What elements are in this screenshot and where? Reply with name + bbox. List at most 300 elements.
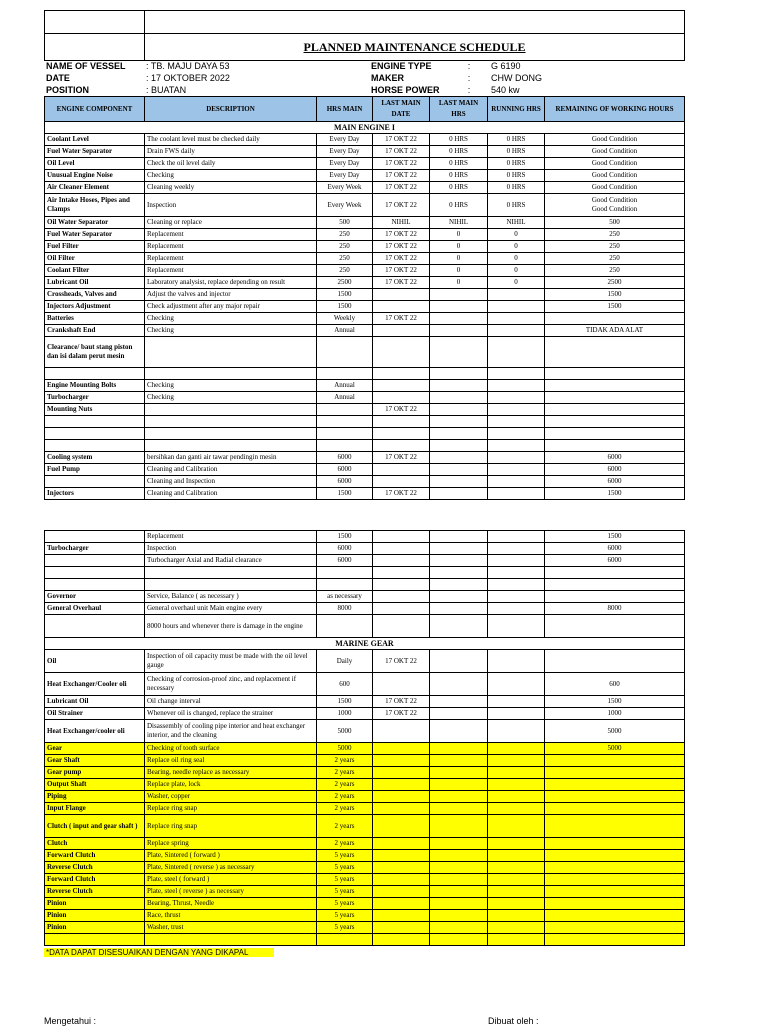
section-heading: MARINE GEAR <box>45 638 685 650</box>
remaining-cell: 250 <box>545 229 685 241</box>
last-hrs-cell <box>430 779 488 791</box>
component-cell: Injectors <box>45 488 145 500</box>
last-date-cell: 17 OKT 22 <box>373 650 430 673</box>
component-cell: Oil <box>45 650 145 673</box>
hrs-main-cell: 5000 <box>317 743 373 755</box>
table-row <box>45 779 685 791</box>
component-cell: Input Flange <box>45 803 145 815</box>
component-cell: Injectors Adjustment <box>45 301 145 313</box>
running-hrs-cell <box>488 325 545 337</box>
table-row <box>45 452 685 464</box>
running-hrs-cell: 0 <box>488 241 545 253</box>
running-hrs-cell <box>488 464 545 476</box>
component-cell: Oil Strainer <box>45 708 145 720</box>
remaining-cell: Good Condition <box>545 146 685 158</box>
running-hrs-cell <box>488 337 545 368</box>
last-hrs-cell <box>430 476 488 488</box>
remaining-cell <box>545 380 685 392</box>
hrs-main-cell: 2 years <box>317 838 373 850</box>
last-date-cell: 17 OKT 22 <box>373 241 430 253</box>
last-date-cell: 17 OKT 22 <box>373 696 430 708</box>
last-date-cell <box>373 673 430 696</box>
running-hrs-cell <box>488 696 545 708</box>
last-date-cell <box>373 615 430 638</box>
table-row <box>45 708 685 720</box>
description-cell: Washer, trust <box>145 922 317 934</box>
description-cell: Adjust the valves and injector <box>145 289 317 301</box>
last-hrs-cell <box>430 337 488 368</box>
running-hrs-cell <box>488 392 545 404</box>
hrs-main-cell: 250 <box>317 253 373 265</box>
hp-value: 540 kw <box>491 85 520 95</box>
remaining-cell: 1000 <box>545 708 685 720</box>
remaining-cell <box>545 910 685 922</box>
column-header: DESCRIPTION <box>145 97 317 122</box>
description-cell: Bearing, needle replace as necessary <box>145 767 317 779</box>
remaining-cell: 6000 <box>545 476 685 488</box>
remaining-cell: 6000 <box>545 555 685 567</box>
description-cell: Replace plate, lock <box>145 779 317 791</box>
component-cell: Lubricant Oil <box>45 277 145 289</box>
running-hrs-cell <box>488 743 545 755</box>
last-hrs-cell <box>430 673 488 696</box>
running-hrs-cell <box>488 850 545 862</box>
component-cell <box>45 615 145 638</box>
remaining-cell: 6000 <box>545 452 685 464</box>
component-cell: Clutch <box>45 838 145 850</box>
last-hrs-cell <box>430 464 488 476</box>
table-row <box>45 743 685 755</box>
description-cell: Oil change interval <box>145 696 317 708</box>
table-row <box>45 158 685 170</box>
component-cell: Fuel Water Separator <box>45 229 145 241</box>
component-cell <box>45 555 145 567</box>
hrs-main-cell: 250 <box>317 265 373 277</box>
last-date-cell: NIHIL <box>373 217 430 229</box>
remaining-cell: 600 <box>545 673 685 696</box>
running-hrs-cell <box>488 673 545 696</box>
hrs-main-cell: 5000 <box>317 720 373 743</box>
hrs-main-cell: Weekly <box>317 313 373 325</box>
remaining-cell <box>545 650 685 673</box>
running-hrs-cell: 0 <box>488 265 545 277</box>
last-date-cell: 17 OKT 22 <box>373 404 430 416</box>
hrs-main-cell: 600 <box>317 673 373 696</box>
last-hrs-cell <box>430 696 488 708</box>
table-row <box>45 476 685 488</box>
remaining-cell <box>545 922 685 934</box>
remaining-cell: 1500 <box>545 696 685 708</box>
remaining-cell <box>545 337 685 368</box>
last-hrs-cell <box>430 850 488 862</box>
last-hrs-cell: 0 HRS <box>430 158 488 170</box>
last-hrs-cell <box>430 301 488 313</box>
hrs-main-cell: 2 years <box>317 755 373 767</box>
table-row <box>45 673 685 696</box>
hrs-main-cell: Every Week <box>317 194 373 217</box>
position-value: : BUATAN <box>146 85 187 95</box>
remaining-cell: 6000 <box>545 543 685 555</box>
hrs-main-cell: 2 years <box>317 803 373 815</box>
running-hrs-cell <box>488 886 545 898</box>
engine-type-label: ENGINE TYPE <box>371 61 432 71</box>
description-cell: Inspection <box>145 543 317 555</box>
table-row <box>45 170 685 182</box>
remaining-cell <box>545 767 685 779</box>
last-date-cell <box>373 886 430 898</box>
hrs-main-cell: Every Week <box>317 182 373 194</box>
description-cell: Replace ring snap <box>145 815 317 838</box>
remaining-cell: 1500 <box>545 531 685 543</box>
section-heading: MAIN ENGINE I <box>45 122 685 134</box>
description-cell: Replacement <box>145 229 317 241</box>
last-hrs-cell <box>430 791 488 803</box>
last-date-cell <box>373 838 430 850</box>
description-cell: Cleaning and Calibration <box>145 488 317 500</box>
remaining-cell <box>545 779 685 791</box>
table-row <box>45 615 685 638</box>
table-row <box>45 217 685 229</box>
description-cell: Replace oil ring seal <box>145 755 317 767</box>
last-hrs-cell <box>430 910 488 922</box>
remaining-cell: Good Condition <box>545 170 685 182</box>
remaining-cell <box>545 615 685 638</box>
description-cell: Checking <box>145 170 317 182</box>
column-header: LAST MAIN HRS <box>430 97 488 122</box>
running-hrs-cell <box>488 488 545 500</box>
component-cell: Gear Shaft <box>45 755 145 767</box>
date-value: : 17 OKTOBER 2022 <box>146 73 230 83</box>
last-date-cell: 17 OKT 22 <box>373 146 430 158</box>
description-cell: Cleaning weekly <box>145 182 317 194</box>
last-date-cell <box>373 779 430 791</box>
hrs-main-cell: 250 <box>317 229 373 241</box>
table-row <box>45 815 685 838</box>
hrs-main-cell: 6000 <box>317 476 373 488</box>
remaining-cell <box>545 791 685 803</box>
description-cell: Replace ring snap <box>145 803 317 815</box>
remaining-cell <box>545 838 685 850</box>
hrs-main-cell: Every Day <box>317 158 373 170</box>
description-cell: Laboratory analysist, replace depending on result <box>145 277 317 289</box>
last-hrs-cell <box>430 404 488 416</box>
last-hrs-cell: 0 HRS <box>430 182 488 194</box>
last-date-cell <box>373 898 430 910</box>
table-row <box>45 838 685 850</box>
last-date-cell <box>373 325 430 337</box>
last-date-cell: 17 OKT 22 <box>373 182 430 194</box>
component-cell: Coolant Filter <box>45 265 145 277</box>
last-hrs-cell <box>430 325 488 337</box>
table-row <box>45 874 685 886</box>
hrs-main-cell: Every Day <box>317 170 373 182</box>
component-cell: Turbocharger <box>45 392 145 404</box>
description-cell: Replacement <box>145 253 317 265</box>
vessel-name-label: NAME OF VESSEL <box>46 61 126 71</box>
last-hrs-cell: 0 HRS <box>430 146 488 158</box>
running-hrs-cell <box>488 898 545 910</box>
running-hrs-cell <box>488 555 545 567</box>
last-hrs-cell: 0 HRS <box>430 170 488 182</box>
description-cell: 8000 hours and whenever there is damage in the engine <box>145 615 317 638</box>
description-cell: Inspection of oil capacity must be made with the oil level gauge <box>145 650 317 673</box>
table-row <box>45 650 685 673</box>
last-hrs-cell: 0 <box>430 241 488 253</box>
hrs-main-cell: 5 years <box>317 898 373 910</box>
last-date-cell <box>373 815 430 838</box>
last-date-cell <box>373 591 430 603</box>
hrs-main-cell: as necessary <box>317 591 373 603</box>
table-row <box>45 922 685 934</box>
last-hrs-cell: 0 <box>430 277 488 289</box>
component-cell: Fuel Water Separator <box>45 146 145 158</box>
description-cell: General overhaul unit Main engine every <box>145 603 317 615</box>
component-cell: Batteries <box>45 313 145 325</box>
remaining-cell: 8000 <box>545 603 685 615</box>
last-hrs-cell <box>430 838 488 850</box>
running-hrs-cell: 0 HRS <box>488 194 545 217</box>
running-hrs-cell <box>488 380 545 392</box>
hrs-main-cell: 250 <box>317 241 373 253</box>
description-cell: Check the oil level daily <box>145 158 317 170</box>
last-date-cell <box>373 301 430 313</box>
last-date-cell: 17 OKT 22 <box>373 134 430 146</box>
table-header-row <box>45 97 685 122</box>
hrs-main-cell: 5 years <box>317 910 373 922</box>
table-row <box>45 380 685 392</box>
last-date-cell <box>373 850 430 862</box>
hrs-main-cell: Daily <box>317 650 373 673</box>
last-date-cell <box>373 392 430 404</box>
last-hrs-cell <box>430 488 488 500</box>
last-date-cell <box>373 743 430 755</box>
hrs-main-cell: 1500 <box>317 488 373 500</box>
table-row <box>45 253 685 265</box>
hrs-main-cell: 5 years <box>317 862 373 874</box>
hrs-main-cell: 2 years <box>317 779 373 791</box>
remaining-cell: 5000 <box>545 743 685 755</box>
last-hrs-cell <box>430 720 488 743</box>
remaining-cell <box>545 404 685 416</box>
running-hrs-cell: 0 HRS <box>488 182 545 194</box>
last-date-cell <box>373 862 430 874</box>
table-row <box>45 194 685 217</box>
component-cell: Pinion <box>45 910 145 922</box>
description-cell: Race, thrust <box>145 910 317 922</box>
remaining-cell: 2500 <box>545 277 685 289</box>
running-hrs-cell <box>488 531 545 543</box>
last-date-cell <box>373 543 430 555</box>
component-cell: Oil Filter <box>45 253 145 265</box>
last-hrs-cell <box>430 313 488 325</box>
component-cell: Unusual Engine Noise <box>45 170 145 182</box>
running-hrs-cell <box>488 803 545 815</box>
remaining-cell: 250 <box>545 241 685 253</box>
last-date-cell: 17 OKT 22 <box>373 170 430 182</box>
hrs-main-cell: Every Day <box>317 134 373 146</box>
column-header: HRS MAIN <box>317 97 373 122</box>
last-hrs-cell <box>430 543 488 555</box>
prepared-by-label: Dibuat oleh : <box>488 1016 539 1026</box>
last-date-cell: 17 OKT 22 <box>373 452 430 464</box>
column-header: ENGINE COMPONENT <box>45 97 145 122</box>
last-date-cell <box>373 767 430 779</box>
description-cell <box>145 337 317 368</box>
table-row <box>45 696 685 708</box>
last-hrs-cell: 0 <box>430 229 488 241</box>
component-cell: Gear pump <box>45 767 145 779</box>
column-header: LAST MAIN DATE <box>373 97 430 122</box>
running-hrs-cell: NIHIL <box>488 217 545 229</box>
table-row <box>45 555 685 567</box>
engine-type-value: G 6190 <box>491 61 521 71</box>
remaining-cell <box>545 886 685 898</box>
remaining-cell: Good Condition <box>545 158 685 170</box>
component-cell: Oil Water Separator <box>45 217 145 229</box>
description-cell: Plate, Sintered ( reverse ) as necessary <box>145 862 317 874</box>
running-hrs-cell <box>488 289 545 301</box>
table-row <box>45 392 685 404</box>
description-cell: Checking <box>145 325 317 337</box>
hrs-main-cell: 6000 <box>317 452 373 464</box>
table-row <box>45 337 685 368</box>
table-row <box>45 182 685 194</box>
hrs-main-cell: 2 years <box>317 767 373 779</box>
component-cell: Reverse Clutch <box>45 886 145 898</box>
header-table <box>44 10 685 61</box>
last-date-cell <box>373 476 430 488</box>
hrs-main-cell: 1500 <box>317 531 373 543</box>
description-cell: Replacement <box>145 265 317 277</box>
hrs-main-cell: 2500 <box>317 277 373 289</box>
running-hrs-cell: 0 HRS <box>488 146 545 158</box>
table-row <box>45 767 685 779</box>
remaining-cell: 250 <box>545 265 685 277</box>
hrs-main-cell: 6000 <box>317 464 373 476</box>
table-row <box>45 134 685 146</box>
last-date-cell <box>373 289 430 301</box>
footnote: *DATA DAPAT DISESUAIKAN DENGAN YANG DIKAPAL <box>44 948 274 957</box>
component-cell: Mounting Nuts <box>45 404 145 416</box>
last-date-cell <box>373 464 430 476</box>
last-hrs-cell <box>430 898 488 910</box>
running-hrs-cell <box>488 591 545 603</box>
description-cell: Plate, Sintered ( forward ) <box>145 850 317 862</box>
hrs-main-cell: Annual <box>317 325 373 337</box>
table-row <box>45 289 685 301</box>
remaining-cell <box>545 850 685 862</box>
remaining-cell <box>545 313 685 325</box>
running-hrs-cell: 0 HRS <box>488 158 545 170</box>
schedule-table <box>44 96 685 500</box>
last-hrs-cell <box>430 452 488 464</box>
remaining-cell <box>545 803 685 815</box>
last-date-cell <box>373 531 430 543</box>
table-row <box>45 850 685 862</box>
hrs-main-cell: Annual <box>317 392 373 404</box>
running-hrs-cell <box>488 791 545 803</box>
last-date-cell <box>373 720 430 743</box>
component-cell: General Overhaul <box>45 603 145 615</box>
running-hrs-cell <box>488 922 545 934</box>
last-hrs-cell <box>430 886 488 898</box>
remaining-cell: 5000 <box>545 720 685 743</box>
last-date-cell: 17 OKT 22 <box>373 253 430 265</box>
schedule-table-continued <box>44 530 685 946</box>
running-hrs-cell: 0 <box>488 229 545 241</box>
last-date-cell <box>373 555 430 567</box>
component-cell: Fuel Pump <box>45 464 145 476</box>
running-hrs-cell <box>488 313 545 325</box>
hrs-main-cell: Annual <box>317 380 373 392</box>
running-hrs-cell <box>488 874 545 886</box>
description-cell: Drain FWS daily <box>145 146 317 158</box>
description-cell: Inspection <box>145 194 317 217</box>
last-hrs-cell <box>430 708 488 720</box>
remaining-cell: 1500 <box>545 301 685 313</box>
description-cell: Turbocharger Axial and Radial clearance <box>145 555 317 567</box>
component-cell <box>45 531 145 543</box>
hrs-main-cell: 1500 <box>317 301 373 313</box>
last-hrs-cell <box>430 815 488 838</box>
vessel-info: NAME OF VESSEL : TB. MAJU DAYA 53 ENGINE TYPE : G 6190 DATE : 17 OKTOBER 2022 MAKER : CHW DONG POSITION : BUATAN HORSE POWER : 540 kw <box>44 60 684 96</box>
component-cell: Reverse Clutch <box>45 862 145 874</box>
description-cell: Bearing, Thrust, Needle <box>145 898 317 910</box>
component-cell: Heat Exchanger/Cooler oli <box>45 673 145 696</box>
table-row <box>45 603 685 615</box>
hrs-main-cell: 6000 <box>317 555 373 567</box>
remaining-cell <box>545 898 685 910</box>
table-row <box>45 277 685 289</box>
description-cell <box>145 404 317 416</box>
component-cell: Fuel Filter <box>45 241 145 253</box>
last-date-cell: 17 OKT 22 <box>373 229 430 241</box>
last-date-cell <box>373 922 430 934</box>
vessel-name-value: : TB. MAJU DAYA 53 <box>146 61 230 71</box>
hrs-main-cell: 1500 <box>317 696 373 708</box>
hrs-main-cell: 6000 <box>317 543 373 555</box>
description-cell: Replacement <box>145 241 317 253</box>
table-row <box>45 886 685 898</box>
last-hrs-cell: 0 <box>430 265 488 277</box>
component-cell: Crossheads, Valves and <box>45 289 145 301</box>
description-cell: Checking of tooth surface <box>145 743 317 755</box>
table-row <box>45 720 685 743</box>
table-row <box>45 265 685 277</box>
table-row <box>45 146 685 158</box>
remaining-cell <box>545 755 685 767</box>
last-hrs-cell: NIHIL <box>430 217 488 229</box>
remaining-cell: Good Condition <box>545 182 685 194</box>
hrs-main-cell: 2 years <box>317 815 373 838</box>
last-hrs-cell <box>430 615 488 638</box>
component-cell: Oil Level <box>45 158 145 170</box>
component-cell: Governor <box>45 591 145 603</box>
remaining-cell <box>545 815 685 838</box>
table-row <box>45 803 685 815</box>
last-date-cell <box>373 755 430 767</box>
last-date-cell <box>373 910 430 922</box>
last-hrs-cell <box>430 755 488 767</box>
remaining-cell <box>545 862 685 874</box>
hrs-main-cell: 5 years <box>317 886 373 898</box>
last-hrs-cell <box>430 743 488 755</box>
last-date-cell: 17 OKT 22 <box>373 158 430 170</box>
description-cell: Checking <box>145 313 317 325</box>
remaining-cell: 1500 <box>545 488 685 500</box>
description-cell: Service, Balance ( as necessary ) <box>145 591 317 603</box>
table-row <box>45 229 685 241</box>
